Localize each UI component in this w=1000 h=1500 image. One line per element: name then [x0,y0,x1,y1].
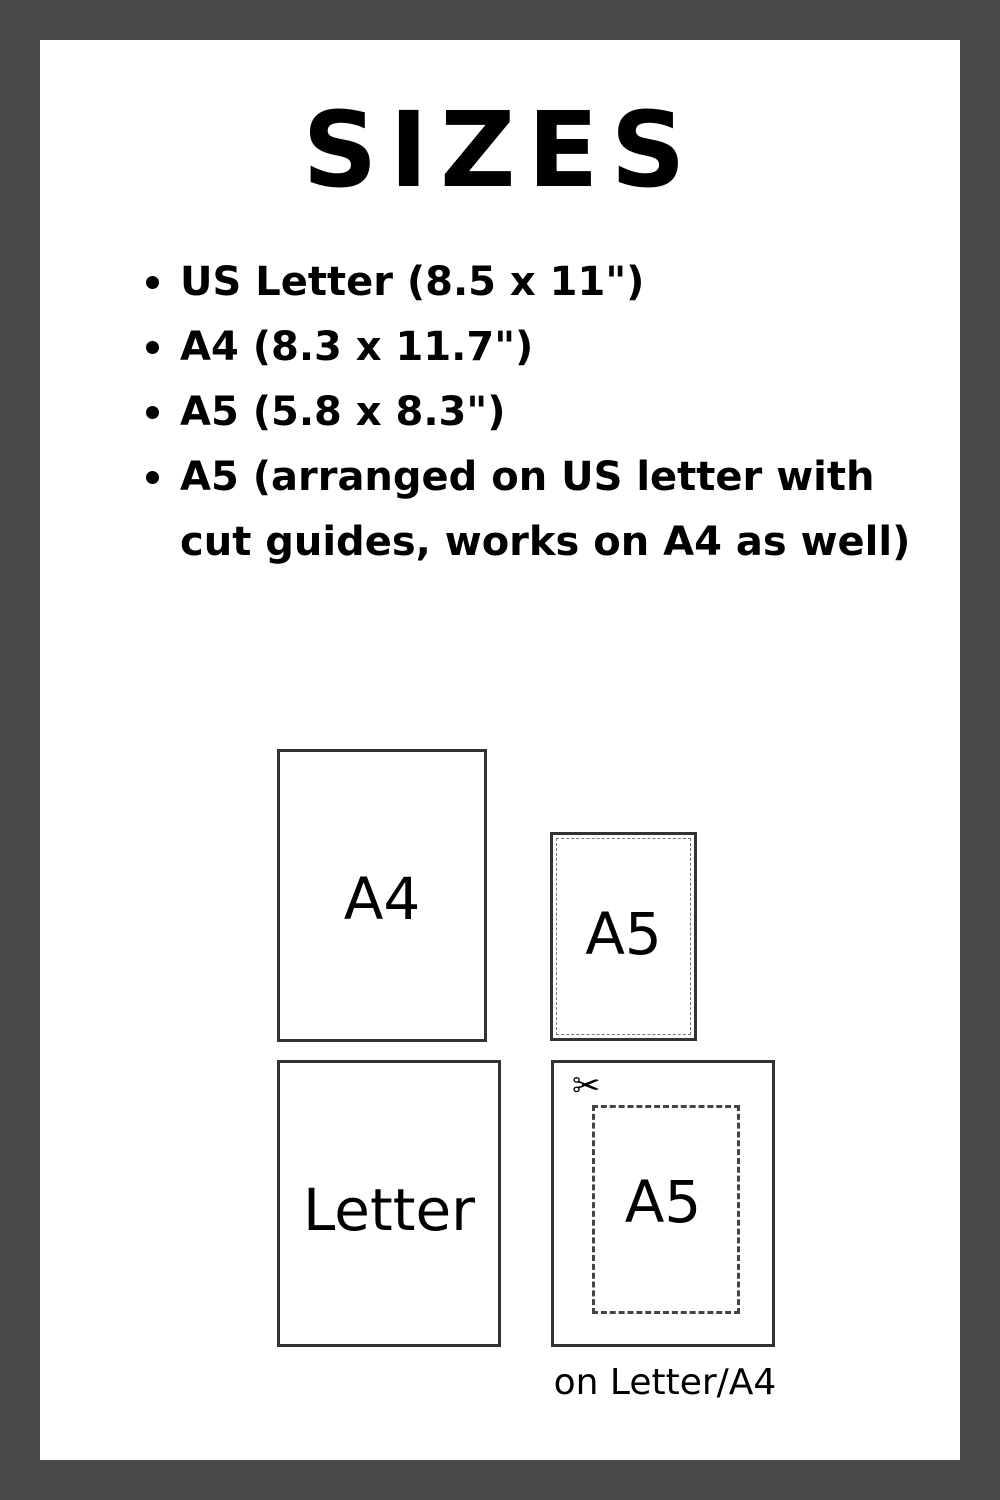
letter-label: Letter [303,1176,475,1244]
letter-page-diagram [277,1060,501,1347]
bullet-icon [146,276,159,289]
bullet-icon [146,406,159,419]
list-item [140,315,940,380]
diagram-caption: on Letter/A4 [553,1362,777,1403]
a4-page-diagram [277,749,487,1042]
list-item [140,250,940,315]
size-a4: A4 (8.3 x 11.7") [180,324,534,370]
a5-label: A5 [585,900,662,968]
a5-on-letter-diagram [551,1060,775,1347]
bullet-icon [146,341,159,354]
a5-on-letter-label: A5 [624,1168,702,1236]
size-list [140,250,940,575]
a5-page-diagram [550,832,697,1041]
list-item [140,380,940,445]
page-title: SIZES [302,89,698,211]
size-a5-arranged: A5 (arranged on US letter with cut guides, works on A4 as well) [180,454,911,565]
scissors-icon: ✂ [572,1066,601,1106]
bullet-icon [146,471,159,484]
list-item [140,445,940,575]
a4-label: A4 [343,865,421,933]
size-us-letter: US Letter (8.5 x 11") [180,259,645,305]
size-a5: A5 (5.8 x 8.3") [180,389,506,435]
